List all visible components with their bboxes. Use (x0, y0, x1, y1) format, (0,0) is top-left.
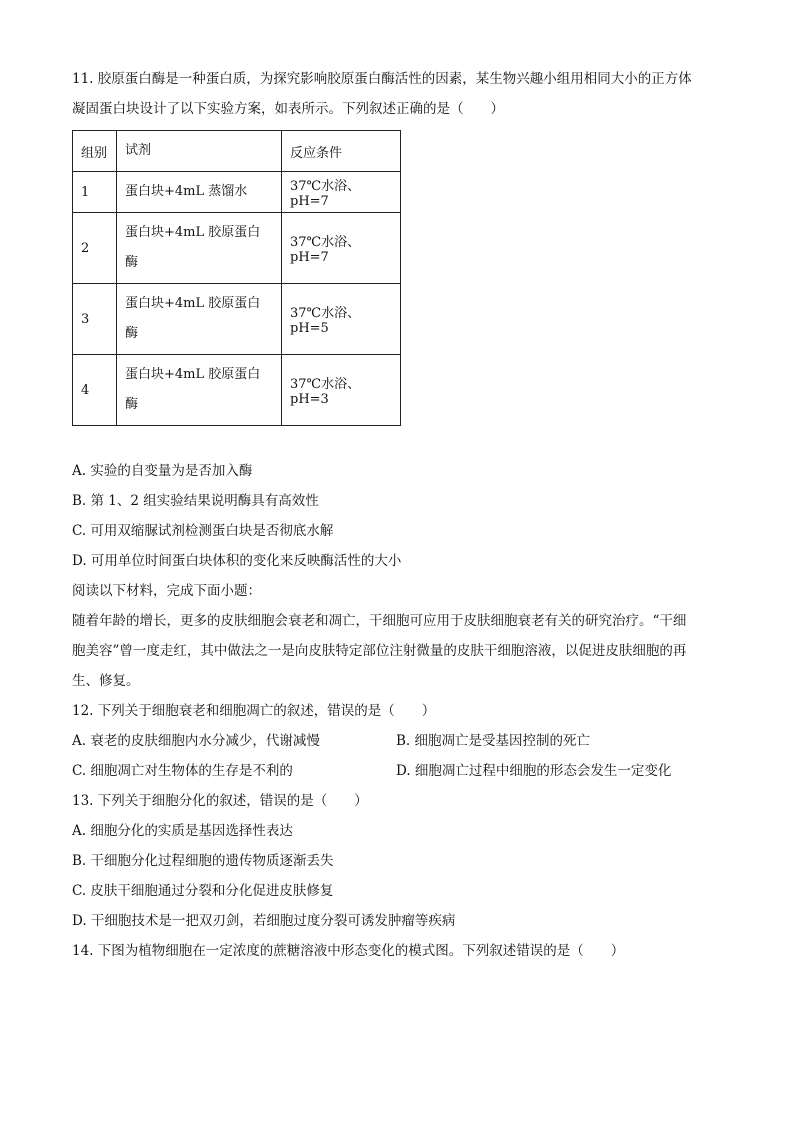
cell-reagent-line-1: 蛋白块+4mL 胶原蛋白 (125, 367, 261, 382)
table-row (73, 213, 401, 284)
header-condition: 反应条件 (282, 131, 401, 172)
header-group: 组别 (73, 131, 117, 172)
cell-group: 1 (73, 172, 117, 213)
q13-stem: 13. 下列关于细胞分化的叙述，错误的是（ ） (72, 793, 368, 809)
q11-option-c: C. 可用双缩脲试剂检测蛋白块是否彻底水解 (72, 523, 334, 539)
cell-reagent-line-1: 蛋白块+4mL 蒸馏水 (125, 184, 248, 199)
cell-condition: 37℃水浴、pH=3 (282, 355, 401, 426)
q13-option-d: D. 干细胞技术是一把双刃剑，若细胞过度分裂可诱发肿瘤等疾病 (72, 913, 456, 929)
q12-option-b: B. 细胞凋亡是受基因控制的死亡 (396, 733, 591, 749)
experiment-table (72, 130, 401, 426)
material-line-3: 生、修复。 (72, 673, 140, 689)
cell-group: 4 (73, 355, 117, 426)
q12-stem: 12. 下列关于细胞衰老和细胞凋亡的叙述，错误的是（ ） (72, 703, 436, 719)
table-header-row (73, 131, 401, 172)
material-intro: 阅读以下材料，完成下面小题： (72, 583, 261, 599)
cell-reagent (117, 172, 282, 213)
table-row (73, 172, 401, 213)
table-row (73, 355, 401, 426)
q12-option-c: C. 细胞凋亡对生物体的生存是不利的 (72, 763, 293, 779)
table-row (73, 284, 401, 355)
cell-reagent-line-2: 酶 (125, 397, 139, 412)
material-line-1: 随着年龄的增长，更多的皮肤细胞会衰老和凋亡，干细胞可应用于皮肤细胞衰老有关的研究治疗。“干细 (72, 613, 687, 629)
q13-option-b: B. 干细胞分化过程细胞的遗传物质逐渐丢失 (72, 853, 334, 869)
cell-reagent (117, 284, 282, 355)
q13-option-a: A. 细胞分化的实质是基因选择性表达 (72, 823, 293, 839)
cell-condition: 37℃水浴、pH=7 (282, 213, 401, 284)
q11-option-a: A. 实验的自变量为是否加入酶 (72, 463, 253, 479)
q11-stem-line-1: 11. 胶原蛋白酶是一种蛋白质，为探究影响胶原蛋白酶活性的因素，某生物兴趣小组用相同大小的正方体 (72, 71, 692, 87)
cell-reagent-line-1: 蛋白块+4mL 胶原蛋白 (125, 225, 261, 240)
q11-stem-line-2: 凝固蛋白块设计了以下实验方案，如表所示。下列叙述正确的是（ ） (72, 101, 504, 117)
header-reagent: 试剂 (117, 131, 282, 172)
cell-condition: 37℃水浴、pH=7 (282, 172, 401, 213)
cell-group: 3 (73, 284, 117, 355)
q14-stem: 14. 下图为植物细胞在一定浓度的蔗糖溶液中形态变化的模式图。下列叙述错误的是（ ） (72, 943, 625, 959)
cell-condition: 37℃水浴、pH=5 (282, 284, 401, 355)
cell-reagent (117, 213, 282, 284)
material-line-2: 胞美容”曾一度走红，其中做法之一是向皮肤特定部位注射微量的皮肤干细胞溶液，以促进皮肤细胞的再 (72, 643, 687, 659)
cell-reagent-line-2: 酶 (125, 255, 139, 270)
q12-options-row-2 (72, 756, 722, 786)
cell-reagent (117, 355, 282, 426)
cell-reagent-line-2: 酶 (125, 326, 139, 341)
q12-option-a: A. 衰老的皮肤细胞内水分减少，代谢减慢 (72, 733, 320, 749)
q13-option-c: C. 皮肤干细胞通过分裂和分化促进皮肤修复 (72, 883, 334, 899)
q12-options-row-1 (72, 726, 722, 756)
q11-option-b: B. 第 1、2 组实验结果说明酶具有高效性 (72, 493, 319, 509)
q12-option-d: D. 细胞凋亡过程中细胞的形态会发生一定变化 (396, 763, 672, 779)
cell-reagent-line-1: 蛋白块+4mL 胶原蛋白 (125, 296, 261, 311)
q11-option-d: D. 可用单位时间蛋白块体积的变化来反映酶活性的大小 (72, 553, 402, 569)
cell-group: 2 (73, 213, 117, 284)
exam-page (72, 64, 722, 966)
